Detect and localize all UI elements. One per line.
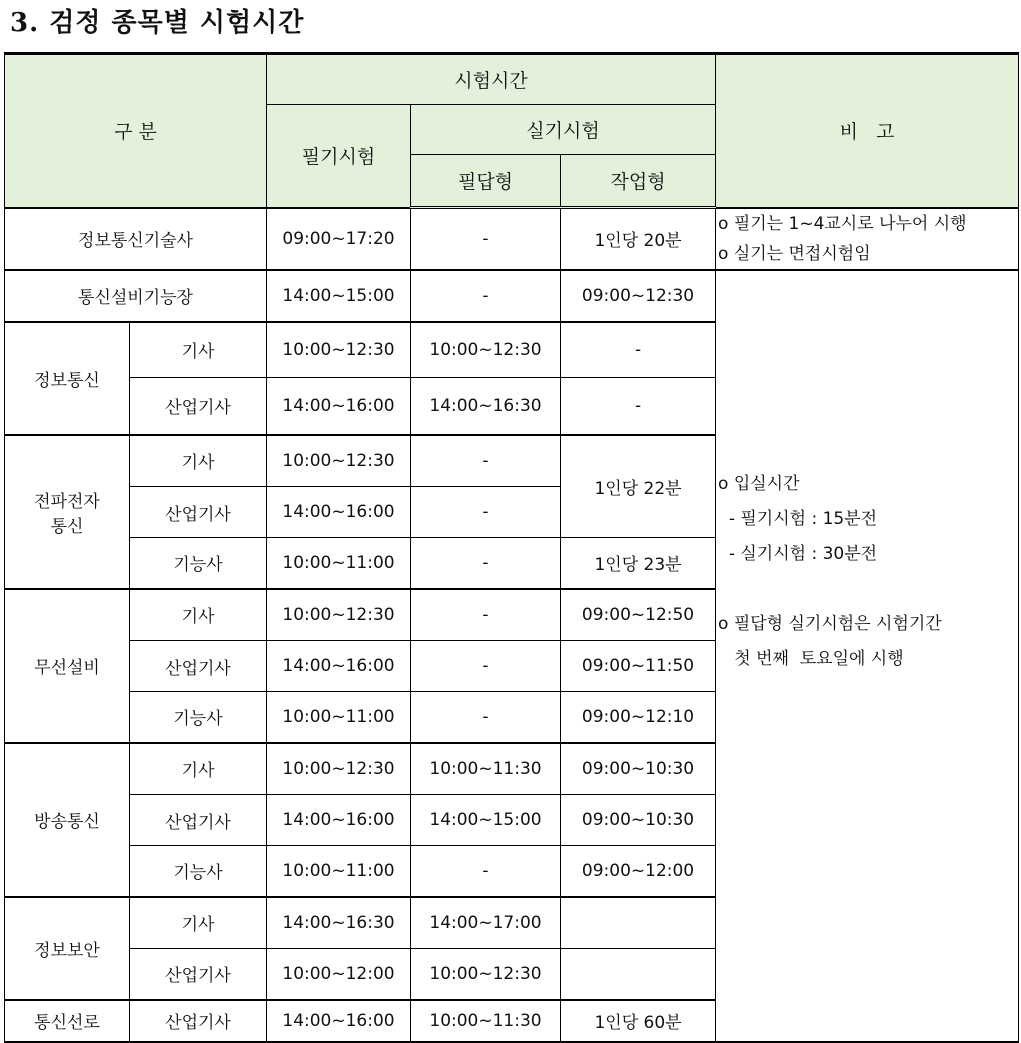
page-title: 3. 검정 종목별 시험시간 [10, 8, 305, 38]
practical-work-time: 09:00~12:50 [561, 589, 716, 641]
row-group: 무선설비 [5, 589, 130, 743]
practical-written-time: - [411, 270, 561, 322]
practical-written-time: - [411, 538, 561, 589]
row-grade: 산업기사 [130, 949, 267, 1000]
written-time: 10:00~12:30 [267, 322, 411, 378]
row-group: 정보통신기술사 [5, 208, 267, 270]
practical-work-time: 09:00~11:50 [561, 641, 716, 692]
row-grade: 기사 [130, 322, 267, 378]
row-grade: 산업기사 [130, 641, 267, 692]
group-line: 전파전자 [34, 491, 100, 512]
written-time: 14:00~16:00 [267, 378, 411, 435]
written-time: 10:00~12:30 [267, 435, 411, 487]
practical-written-time: 14:00~15:00 [411, 795, 561, 846]
row-grade: 기사 [130, 589, 267, 641]
practical-work-time [561, 897, 716, 949]
header-exam-time: 시험시간 [267, 54, 716, 105]
remarks-note-2 [716, 270, 1019, 1042]
written-time: 10:00~11:00 [267, 846, 411, 897]
written-time: 14:00~16:00 [267, 795, 411, 846]
note-line: o 실기는 면접시험임 [718, 243, 871, 264]
note-line: o 필기는 1~4교시로 나누어 시행 [718, 213, 967, 234]
note-line [718, 572, 1018, 607]
practical-written-time: 14:00~17:00 [411, 897, 561, 949]
practical-written-time: - [411, 589, 561, 641]
practical-work-time: - [561, 322, 716, 378]
note-line: - 필기시험 : 15분전 [718, 508, 878, 529]
practical-work-time: - [561, 378, 716, 435]
note-line: 첫 번째 토요일에 시행 [718, 648, 904, 669]
remarks-note-1 [716, 208, 1019, 270]
practical-written-time: 10:00~11:30 [411, 743, 561, 795]
row-group: 방송통신 [5, 743, 130, 897]
practical-written-time: 10:00~11:30 [411, 1000, 561, 1042]
note-line: o 필답형 실기시험은 시험기간 [718, 613, 942, 634]
practical-written-time: 10:00~12:30 [411, 322, 561, 378]
group-line: 통신 [50, 516, 84, 537]
practical-work-time [561, 949, 716, 1000]
row-grade: 기능사 [130, 846, 267, 897]
row-grade: 기사 [130, 743, 267, 795]
row-group: 정보통신 [5, 322, 130, 435]
practical-work-time: 09:00~10:30 [561, 743, 716, 795]
practical-work-time: 1인당 23분 [561, 538, 716, 589]
row-group: 통신선로 [5, 1000, 130, 1042]
row-group: 통신설비기능장 [5, 270, 267, 322]
practical-written-time: 10:00~12:30 [411, 949, 561, 1000]
practical-written-time: - [411, 846, 561, 897]
exam-schedule-table [4, 52, 1019, 1043]
written-time: 14:00~16:00 [267, 641, 411, 692]
note-line: o 입실시간 [718, 473, 800, 494]
row-group [5, 435, 130, 589]
header-category: 구 분 [5, 54, 267, 208]
practical-work-time: 09:00~12:00 [561, 846, 716, 897]
written-time: 14:00~16:30 [267, 897, 411, 949]
written-time: 10:00~11:00 [267, 692, 411, 743]
practical-work-time: 1인당 22분 [561, 435, 716, 538]
row-group: 정보보안 [5, 897, 130, 1000]
row-grade: 기사 [130, 435, 267, 487]
practical-work-time: 09:00~10:30 [561, 795, 716, 846]
note-line: - 실기시험 : 30분전 [718, 543, 878, 564]
written-time: 14:00~15:00 [267, 270, 411, 322]
written-time: 10:00~11:00 [267, 538, 411, 589]
row-grade: 산업기사 [130, 1000, 267, 1042]
header-practical-exam: 실기시험 [411, 105, 716, 155]
row-grade: 산업기사 [130, 795, 267, 846]
practical-written-time: - [411, 435, 561, 487]
practical-written-time: - [411, 487, 561, 538]
row-grade: 산업기사 [130, 487, 267, 538]
written-time: 09:00~17:20 [267, 208, 411, 270]
row-grade: 산업기사 [130, 378, 267, 435]
practical-written-time: - [411, 692, 561, 743]
row-grade: 기사 [130, 897, 267, 949]
practical-written-time: 14:00~16:30 [411, 378, 561, 435]
practical-work-time: 09:00~12:10 [561, 692, 716, 743]
header-practical-work: 작업형 [561, 155, 716, 208]
practical-written-time: - [411, 208, 561, 270]
row-grade: 기능사 [130, 538, 267, 589]
practical-work-time: 09:00~12:30 [561, 270, 716, 322]
written-time: 10:00~12:30 [267, 743, 411, 795]
written-time: 14:00~16:00 [267, 487, 411, 538]
header-practical-written: 필답형 [411, 155, 561, 208]
written-time: 14:00~16:00 [267, 1000, 411, 1042]
row-grade: 기능사 [130, 692, 267, 743]
practical-work-time: 1인당 60분 [561, 1000, 716, 1042]
header-written-exam: 필기시험 [267, 105, 411, 208]
written-time: 10:00~12:00 [267, 949, 411, 1000]
practical-written-time: - [411, 641, 561, 692]
practical-work-time: 1인당 20분 [561, 208, 716, 270]
written-time: 10:00~12:30 [267, 589, 411, 641]
header-remarks: 비 고 [716, 54, 1019, 208]
